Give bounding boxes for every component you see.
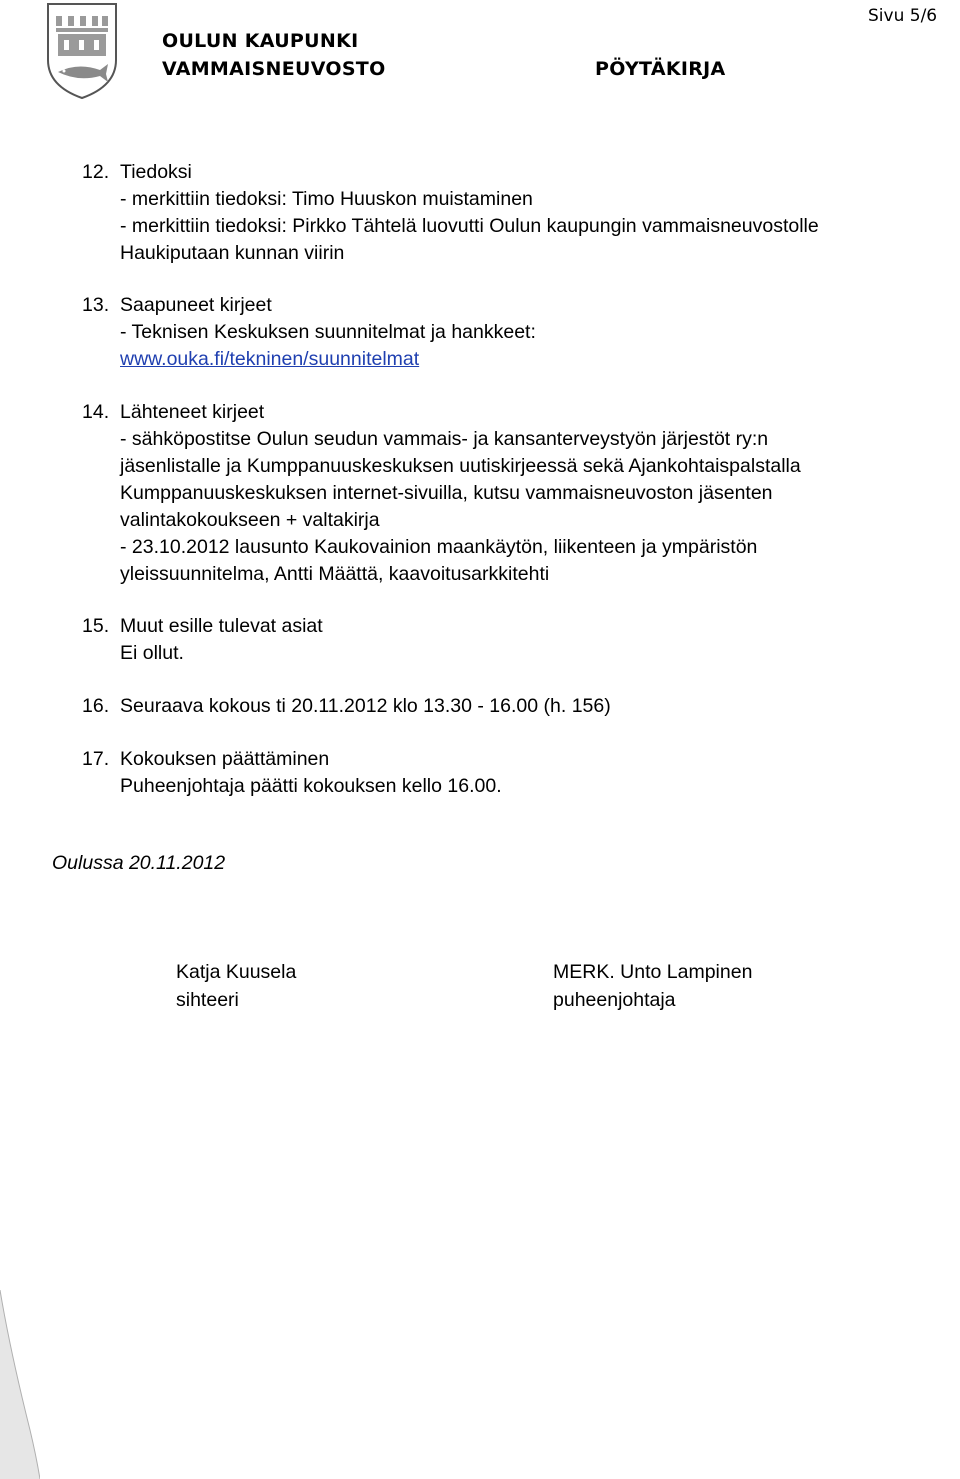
- item-line: - merkittiin tiedoksi: Timo Huuskon muistaminen: [120, 188, 533, 210]
- item-line: Kumppanuuskeskuksen internet-sivuilla, kutsu vammaisneuvoston jäsenten: [120, 482, 773, 504]
- page-number: Sivu 5/6: [868, 6, 938, 26]
- oulu-coat-of-arms-icon: [44, 0, 120, 100]
- item-number: 15.: [82, 615, 110, 637]
- item-line: - merkittiin tiedoksi: Pirkko Tähtelä luovutti Oulun kaupungin vammaisneuvostolle: [120, 215, 819, 237]
- agenda-item-14: [82, 399, 942, 588]
- item-line: Puheenjohtaja päätti kokouksen kello 16.00.: [120, 775, 502, 797]
- agenda-item-12: [82, 159, 942, 267]
- item-line: yleissuunnitelma, Antti Määttä, kaavoitusarkkitehti: [120, 563, 550, 585]
- suunnitelmat-link[interactable]: www.ouka.fi/tekninen/suunnitelmat: [120, 348, 420, 370]
- item-line: Ei ollut.: [120, 642, 184, 664]
- item-number: 13.: [82, 294, 110, 316]
- item-title: Muut esille tulevat asiat: [120, 615, 323, 637]
- place-and-date: Oulussa 20.11.2012: [52, 852, 226, 874]
- item-title: Kokouksen päättäminen: [120, 748, 330, 770]
- item-line: Haukiputaan kunnan viirin: [120, 242, 345, 264]
- signer-name: MERK. Unto Lampinen: [553, 961, 753, 983]
- signature-secretary: [176, 958, 296, 1014]
- item-title: Seuraava kokous ti 20.11.2012 klo 13.30 - 16.00 (h. 156): [120, 695, 611, 717]
- agenda-item-15: [82, 613, 942, 667]
- item-title: Saapuneet kirjeet: [120, 294, 272, 316]
- signer-name: Katja Kuusela: [176, 961, 297, 983]
- item-title: Lähteneet kirjeet: [120, 401, 265, 423]
- item-number: 12.: [82, 161, 110, 183]
- item-title: Tiedoksi: [120, 161, 192, 183]
- document-type: PÖYTÄKIRJA: [595, 58, 726, 80]
- item-line: - 23.10.2012 lausunto Kaukovainion maankäytön, liikenteen ja ympäristön: [120, 536, 758, 558]
- item-number: 14.: [82, 401, 110, 423]
- signer-role: sihteeri: [176, 989, 239, 1011]
- agenda-item-16: [82, 693, 942, 720]
- organization-name: OULUN KAUPUNKI: [162, 30, 359, 52]
- item-line: - Teknisen Keskuksen suunnitelmat ja hankkeet:: [120, 321, 536, 343]
- organization-unit: VAMMAISNEUVOSTO: [162, 58, 386, 80]
- page-corner-decoration: [0, 1290, 40, 1479]
- agenda-item-17: [82, 746, 942, 800]
- item-number: 16.: [82, 695, 110, 717]
- signer-role: puheenjohtaja: [553, 989, 676, 1011]
- item-line: - sähköpostitse Oulun seudun vammais- ja kansanterveystyön järjestöt ry:n: [120, 428, 769, 450]
- item-line: jäsenlistalle ja Kumppanuuskeskuksen uutiskirjeessä sekä Ajankohtaispalstalla: [120, 455, 801, 477]
- item-line: valintakokoukseen + valtakirja: [120, 509, 380, 531]
- item-number: 17.: [82, 748, 110, 770]
- agenda-item-13: [82, 292, 942, 373]
- signature-chair: [553, 958, 752, 1014]
